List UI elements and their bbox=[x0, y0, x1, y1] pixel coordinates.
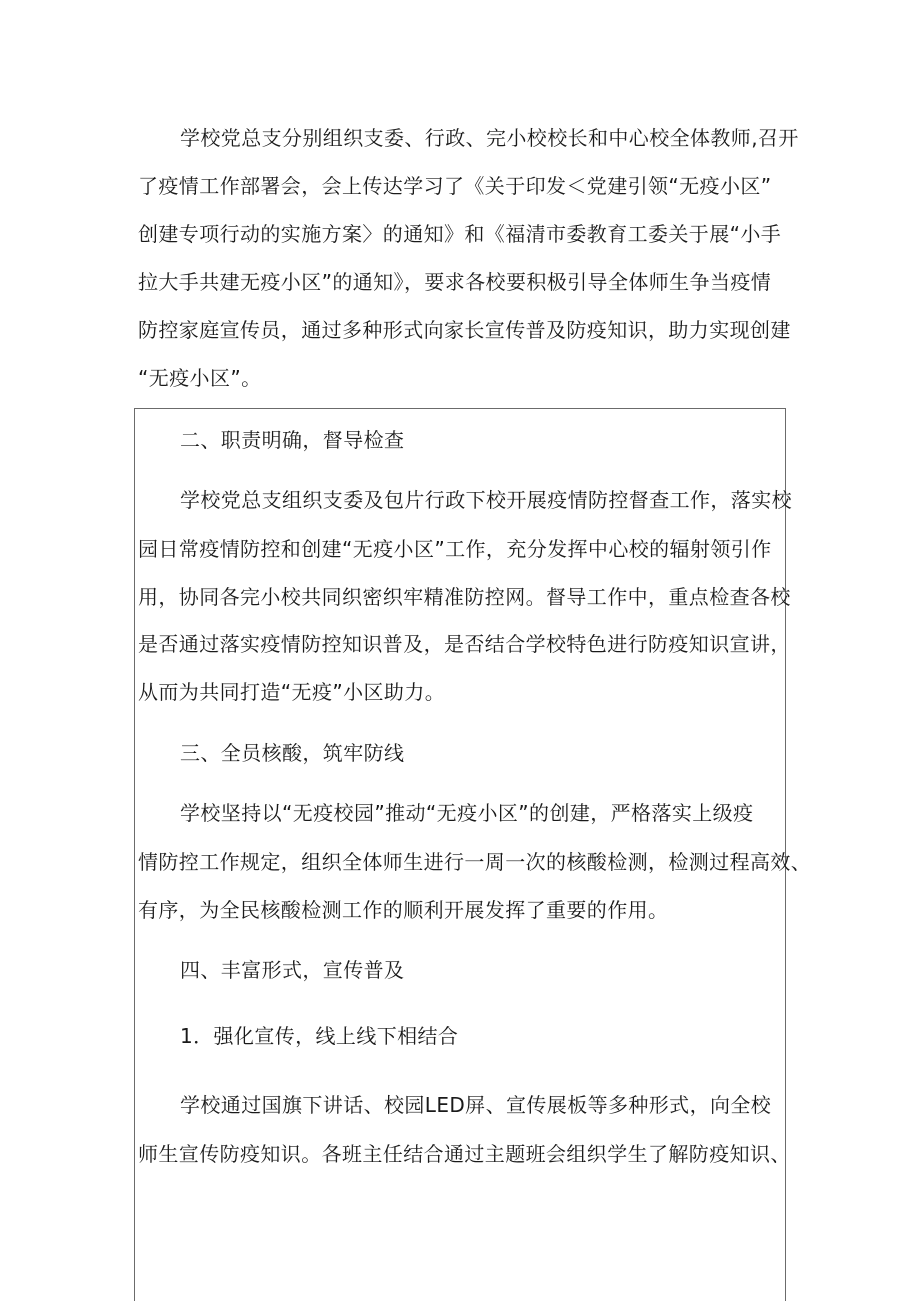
paragraph-line: 师生宣传防疫知识。各班主任结合通过主题班会组织学生了解防疫知识、 bbox=[138, 1142, 791, 1166]
intro-line: 防控家庭宣传员，通过多种形式向家长宣传普及防疫知识，助力实现创建 bbox=[138, 318, 791, 342]
paragraph-line: 情防控工作规定，组织全体师生进行一周一次的核酸检测，检测过程高效、 bbox=[138, 850, 812, 874]
paragraph-line: 园日常疫情防控和创建“无疫小区”工作，充分发挥中心校的辐射领引作 bbox=[138, 537, 772, 561]
paragraph-line: 学校党总支组织支委及包片行政下校开展疫情防控督查工作，落实校 bbox=[180, 488, 792, 512]
intro-line: 学校党总支分别组织支委、行政、完小校校长和中心校全体教师,召开 bbox=[180, 126, 799, 150]
section-heading: 四、丰富形式，宣传普及 bbox=[180, 958, 405, 982]
paragraph-line: 有序，为全民核酸检测工作的顺利开展发挥了重要的作用。 bbox=[138, 898, 669, 922]
paragraph-line: 学校坚持以“无疫校园”推动“无疫小区”的创建，严格落实上级疫 bbox=[180, 801, 754, 825]
section-heading: 三、全员核酸，筑牢防线 bbox=[180, 741, 405, 765]
paragraph-line: 从而为共同打造“无疫”小区助力。 bbox=[138, 680, 446, 704]
intro-line: 了疫情工作部署会，会上传达学习了《关于印发＜党建引领“无疫小区” bbox=[138, 174, 772, 198]
subsection-heading: 1．强化宣传，线上线下相结合 bbox=[180, 1024, 459, 1048]
intro-line: “无疫小区”。 bbox=[138, 366, 262, 390]
paragraph-line: 学校通过国旗下讲话、校园LED屏、宣传展板等多种形式，向全校 bbox=[180, 1093, 772, 1117]
paragraph-line: 用，协同各完小校共同织密织牢精准防控网。督导工作中，重点检查各校 bbox=[138, 585, 791, 609]
intro-line: 创建专项行动的实施方案〉的通知》和《福清市委教育工委关于展“小手 bbox=[138, 222, 782, 246]
intro-line: 拉大手共建无疫小区”的通知》，要求各校要积极引导全体师生争当疫情 bbox=[138, 270, 772, 294]
paragraph-line: 是否通过落实疫情防控知识普及，是否结合学校特色进行防疫知识宣讲， bbox=[138, 632, 791, 656]
section-heading: 二、职责明确，督导检查 bbox=[180, 428, 405, 452]
